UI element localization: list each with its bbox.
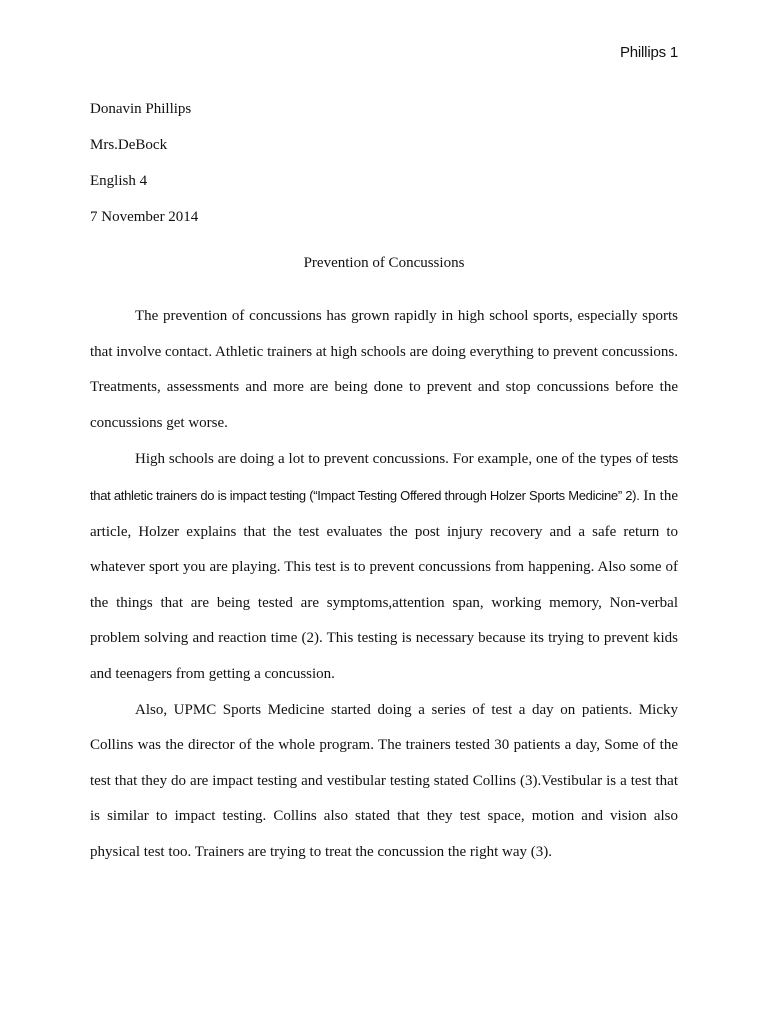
page-header bbox=[620, 43, 678, 63]
essay-body bbox=[90, 299, 678, 871]
paragraph-2-citation: tests that athletic trainers do is impact testing (“Impact Testing Offered through Holzer Sports Medicine” 2). bbox=[90, 451, 678, 503]
essay-title: Prevention of Concussions bbox=[303, 255, 465, 271]
author-name: Donavin Phillips bbox=[90, 101, 192, 117]
essay-date: 7 November 2014 bbox=[90, 209, 199, 225]
paragraph-3: Also, UPMC Sports Medicine started doing a series of test a day on patients. Micky Collins was the director of the whole program. The trainers tested 30 patients a day, Some of the test that they do are impact testing and vestibular testing stated Collins (3).Vestibular is a test that is similar to impact testing. Collins also stated that they test space, motion and vision also physical test too. Trainers are trying to treat the concussion the right way (3). bbox=[90, 701, 678, 860]
instructor-name: Mrs.DeBock bbox=[90, 137, 168, 153]
course-name: English 4 bbox=[90, 173, 148, 189]
paragraph-1: The prevention of concussions has grown rapidly in high school sports, especially sports that involve contact. Athletic trainers at high schools are doing everything to prevent concussions. Treatments, assessments and more are being done to prevent and stop concussions before the concussions get worse. bbox=[90, 308, 678, 431]
paragraph-2-opening: High schools are doing a lot to prevent concussions. For example, one of the types of bbox=[135, 451, 653, 468]
page-number-label: Phillips 1 bbox=[619, 44, 678, 61]
paragraph-2 bbox=[90, 441, 678, 692]
mla-heading bbox=[90, 91, 678, 235]
paragraph-2-continuation: In the article, Holzer explains that the test evaluates the post injury recovery and a safe return to whatever sport you are playing. This test is to prevent concussions from happening. Also some of the things that are being tested are symptoms,attention span, working memory, Non-verbal problem solving and reaction time (2). This testing is necessary because its trying to prevent kids and teenagers from getting a concussion. bbox=[90, 487, 678, 682]
